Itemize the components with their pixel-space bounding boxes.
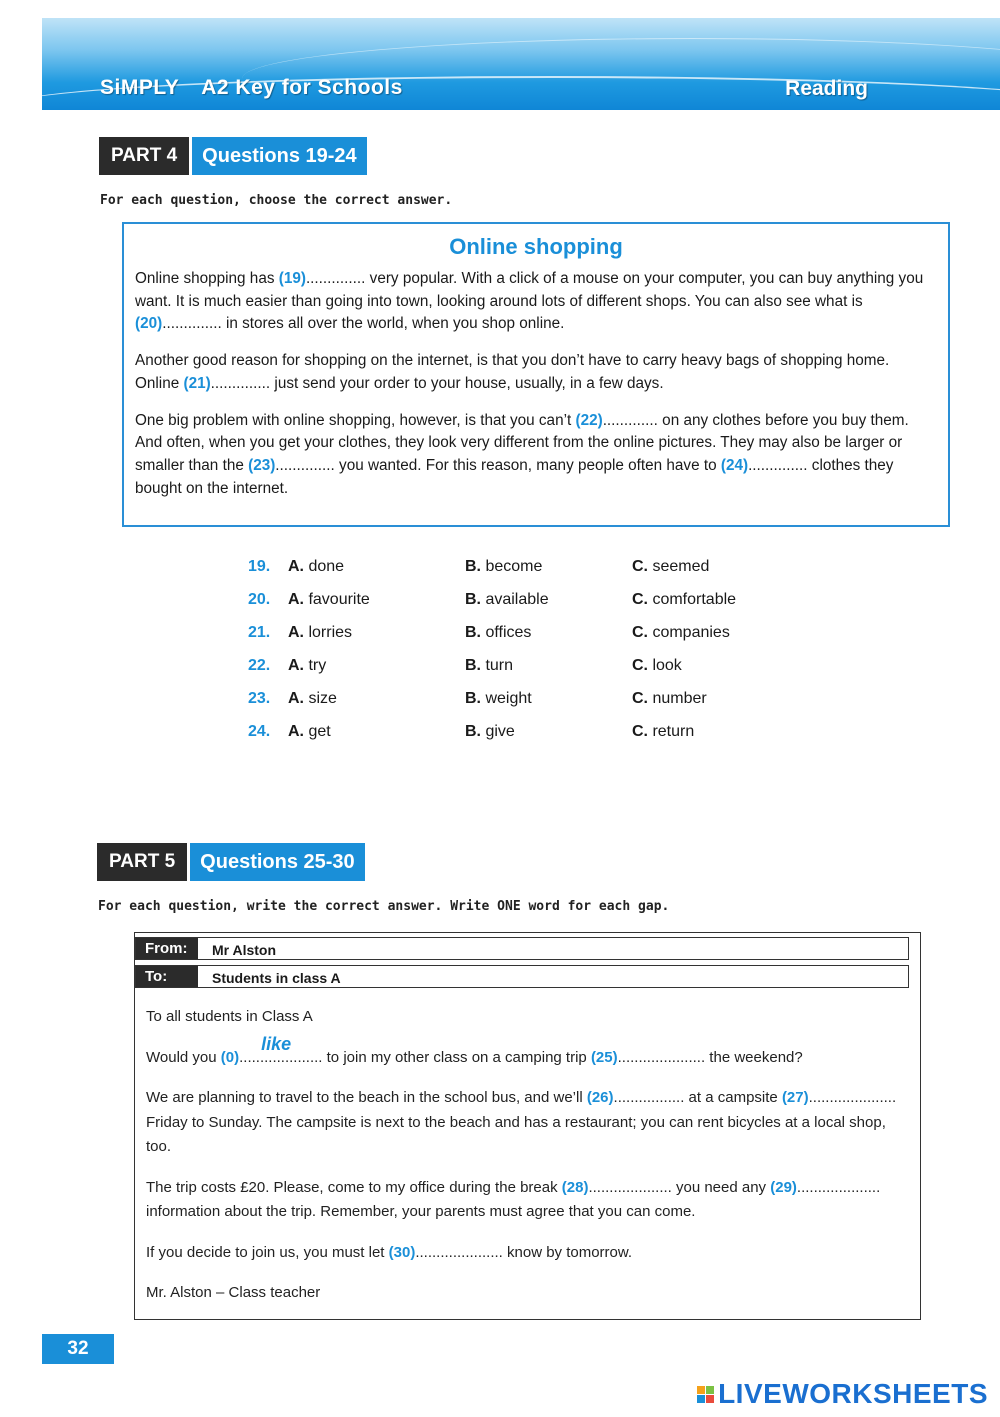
part4-label: PART 4 xyxy=(99,137,189,175)
email-box xyxy=(134,932,921,1320)
text: .............. you wanted. For this reason, many people often have to xyxy=(275,456,721,474)
option-b[interactable] xyxy=(465,624,632,642)
email-body xyxy=(146,1005,911,1322)
part5-label: PART 5 xyxy=(97,843,187,881)
gap-0: (0) xyxy=(220,1048,240,1066)
watermark-text: LIVEWORKSHEETS xyxy=(718,1378,988,1409)
gap-27: (27) xyxy=(781,1089,809,1106)
option-text: offices xyxy=(485,623,532,641)
option-text: try xyxy=(308,656,327,674)
option-text: turn xyxy=(485,656,514,674)
part5-questions: Questions 25-30 xyxy=(187,843,365,881)
gap-dots: .................... xyxy=(239,1048,323,1066)
option-c[interactable] xyxy=(632,690,782,708)
gap-24: (24) xyxy=(720,456,749,474)
option-b[interactable] xyxy=(465,558,632,576)
email-from-row xyxy=(135,937,909,960)
option-a[interactable] xyxy=(288,723,465,741)
gap-23: (23) xyxy=(248,456,276,474)
liveworksheets-logo xyxy=(697,1378,988,1410)
question-number: 20. xyxy=(248,590,271,608)
option-b[interactable] xyxy=(465,690,632,708)
email-line-4 xyxy=(146,1241,911,1266)
option-text: seemed xyxy=(652,557,710,575)
from-value: Mr Alston xyxy=(212,942,277,958)
to-value: Students in class A xyxy=(212,970,341,986)
option-text: size xyxy=(308,689,337,707)
option-letter: B. xyxy=(465,656,481,674)
text: Online shopping has xyxy=(135,270,279,287)
option-letter: B. xyxy=(465,623,481,641)
option-letter: B. xyxy=(465,722,481,740)
email-line-3 xyxy=(146,1176,911,1225)
gap-25: (25) xyxy=(590,1048,618,1066)
answer-0-field[interactable] xyxy=(239,1033,323,1071)
option-c[interactable] xyxy=(632,558,782,576)
option-letter: A. xyxy=(288,689,304,707)
example-answer: like xyxy=(261,1033,292,1054)
option-c[interactable] xyxy=(632,723,782,741)
option-letter: A. xyxy=(288,557,304,575)
option-text: number xyxy=(652,689,707,707)
option-text: look xyxy=(652,656,682,674)
text: Another good reason for shopping on the internet, is that you don’t have to carry heavy bags of shopping home. Online xyxy=(135,352,890,392)
option-letter: C. xyxy=(632,689,648,707)
option-letter: B. xyxy=(465,557,481,575)
text: .............. just send your order to your house, usually, in a few days. xyxy=(210,374,664,392)
text: ............. on any clothes before you buy them. And often, when you get your clothes, they look very different from the online pictures. They may also be larger or smaller than the xyxy=(135,411,909,474)
option-text: lorries xyxy=(308,623,353,641)
text: If you decide to join us, you must let xyxy=(146,1243,389,1261)
section-title: Reading xyxy=(785,77,868,100)
gap-30: (30) xyxy=(388,1243,416,1261)
email-line-2 xyxy=(146,1086,911,1160)
question-number: 21. xyxy=(248,623,271,641)
option-row-20 xyxy=(248,583,782,616)
option-text: get xyxy=(308,722,331,740)
option-letter: C. xyxy=(632,656,648,674)
part5-heading xyxy=(97,843,365,881)
part4-questions: Questions 19-24 xyxy=(189,137,367,175)
text: .................... information about the trip. Remember, your parents must agree that you can come. xyxy=(146,1178,881,1220)
part4-instruction: For each question, choose the correct answer. xyxy=(100,193,453,208)
email-greeting: To all students in Class A xyxy=(146,1008,313,1025)
header-banner xyxy=(42,18,1000,110)
option-b[interactable] xyxy=(465,591,632,609)
text: The trip costs £20. Please, come to my office during the break xyxy=(146,1178,562,1196)
question-number: 23. xyxy=(248,689,271,707)
text: ..................... Friday to Sunday. The campsite is next to the beach and has a restaurant; you can rent bicycles at a local shop, too. xyxy=(146,1089,897,1155)
option-letter: A. xyxy=(288,623,304,641)
text: One big problem with online shopping, however, is that you can’t xyxy=(135,411,576,429)
option-a[interactable] xyxy=(288,690,465,708)
option-text: become xyxy=(485,557,543,575)
option-c[interactable] xyxy=(632,624,782,642)
email-signoff: Mr. Alston – Class teacher xyxy=(146,1284,321,1301)
option-a[interactable] xyxy=(288,657,465,675)
option-letter: C. xyxy=(632,590,648,608)
part5-instruction: For each question, write the correct answer. Write ONE word for each gap. xyxy=(98,899,670,914)
option-a[interactable] xyxy=(288,558,465,576)
book-title xyxy=(100,76,425,100)
reading-paragraph-1 xyxy=(135,268,937,336)
text: to join my other class on a camping trip xyxy=(322,1048,591,1066)
gap-28: (28) xyxy=(561,1178,589,1196)
option-letter: B. xyxy=(465,590,481,608)
to-label: To: xyxy=(136,966,198,987)
option-text: available xyxy=(485,590,549,608)
from-label: From: xyxy=(136,938,198,959)
question-number: 24. xyxy=(248,722,271,740)
logo-grid-icon xyxy=(697,1386,714,1403)
option-b[interactable] xyxy=(465,657,632,675)
email-to-row xyxy=(135,965,909,988)
option-letter: B. xyxy=(465,689,481,707)
option-c[interactable] xyxy=(632,657,782,675)
reading-paragraph-2 xyxy=(135,350,937,395)
gap-29: (29) xyxy=(770,1178,797,1196)
option-letter: A. xyxy=(288,722,304,740)
option-c[interactable] xyxy=(632,591,782,609)
gap-19: (19) xyxy=(278,270,306,287)
text: ..................... know by tomorrow. xyxy=(415,1243,633,1261)
option-text: give xyxy=(485,722,515,740)
email-line-1 xyxy=(146,1033,911,1071)
gap-26: (26) xyxy=(586,1089,614,1106)
option-row-21 xyxy=(248,616,782,649)
option-letter: A. xyxy=(288,590,304,608)
option-a[interactable] xyxy=(288,591,465,609)
reading-text-box xyxy=(122,222,950,527)
option-letter: C. xyxy=(632,623,648,641)
option-row-22 xyxy=(248,649,782,682)
brand-simply: SiMPLY xyxy=(100,76,180,99)
option-text: return xyxy=(652,722,695,740)
option-a[interactable] xyxy=(288,624,465,642)
text: .............. very popular. With a click of a mouse on your computer, you can buy anything you want. It is much easier than going into town, looking around lots of different shops. You can also see what is xyxy=(135,270,924,310)
option-letter: A. xyxy=(288,656,304,674)
option-letter: C. xyxy=(632,722,648,740)
text: .............. clothes they bought on the internet. xyxy=(135,456,894,497)
option-text: comfortable xyxy=(652,590,737,608)
option-b[interactable] xyxy=(465,723,632,741)
option-text: weight xyxy=(485,689,532,707)
text: ..................... the weekend? xyxy=(617,1048,803,1066)
text: .............. in stores all over the world, when you shop online. xyxy=(162,315,565,333)
option-text: companies xyxy=(652,623,730,641)
option-text: favourite xyxy=(308,590,370,608)
text: .................... you need any xyxy=(588,1178,771,1196)
gap-21: (21) xyxy=(183,374,211,392)
text: We are planning to travel to the beach in the school bus, and we’ll xyxy=(146,1089,587,1106)
option-row-19 xyxy=(248,550,782,583)
text: ................. at a campsite xyxy=(613,1089,782,1106)
part4-heading xyxy=(99,137,367,175)
question-number: 19. xyxy=(248,557,271,575)
gap-20: (20) xyxy=(135,315,163,333)
brand-title: A2 Key for Schools xyxy=(201,76,403,99)
answer-options xyxy=(248,550,782,748)
option-letter: C. xyxy=(632,557,648,575)
reading-paragraph-3 xyxy=(135,410,937,501)
option-text: done xyxy=(308,557,345,575)
option-row-24 xyxy=(248,715,782,748)
question-number: 22. xyxy=(248,656,271,674)
page-number: 32 xyxy=(42,1334,114,1364)
reading-title: Online shopping xyxy=(449,234,623,259)
text: Would you xyxy=(146,1048,221,1066)
gap-22: (22) xyxy=(575,411,603,429)
option-row-23 xyxy=(248,682,782,715)
